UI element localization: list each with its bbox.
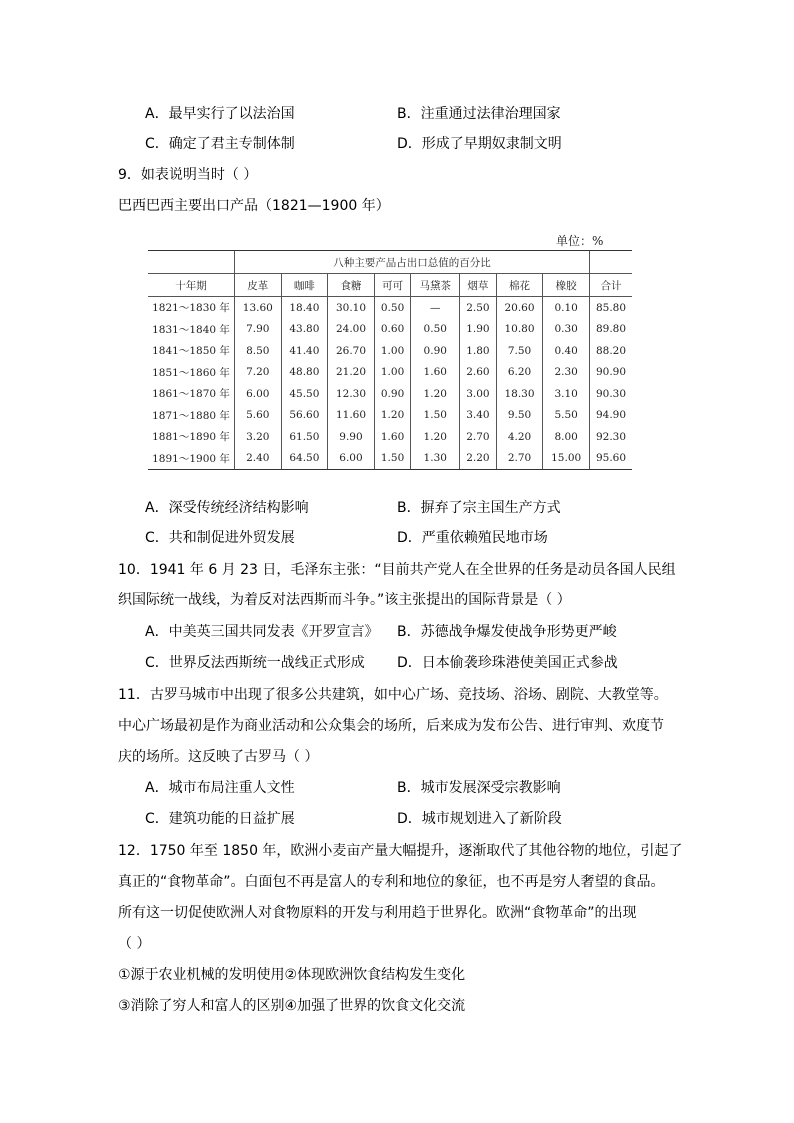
q11-option-c[interactable]: C．建筑功能的日益扩展 bbox=[145, 811, 295, 827]
table-cell: 43.80 bbox=[281, 319, 328, 341]
q11-option-d[interactable]: D．城市规划进入了新阶段 bbox=[397, 811, 562, 827]
table-cell: 3.20 bbox=[235, 426, 282, 448]
table-row bbox=[148, 297, 632, 319]
q11-option-a[interactable]: A．城市布局注重人文性 bbox=[145, 780, 295, 796]
table-cell: 2.30 bbox=[543, 362, 590, 384]
table-cell: 30.10 bbox=[328, 297, 375, 319]
table-cell: 18.40 bbox=[281, 297, 328, 319]
table-cell-total: 85.80 bbox=[590, 297, 633, 319]
table-row bbox=[148, 426, 632, 448]
table-cell-total: 90.90 bbox=[590, 362, 633, 384]
table-row bbox=[148, 319, 632, 341]
table-row bbox=[148, 340, 632, 362]
table-header-col: 合计 bbox=[590, 274, 633, 297]
table-header-col: 棉花 bbox=[496, 274, 543, 297]
q12-stem-line1: 12．1750 年至 1850 年，欧洲小麦亩产量大幅提升，逐渐取代了其他谷物的地位，引起了 bbox=[118, 843, 683, 859]
table-cell-period: 1861～1870 年 bbox=[152, 388, 230, 401]
table-cell: 1.20 bbox=[411, 383, 460, 405]
table-cell: 2.60 bbox=[460, 362, 497, 384]
q11-stem-line1: 11．古罗马城市中出现了很多公共建筑，如中心广场、竞技场、浴场、剧院、大教堂等。 bbox=[118, 687, 668, 703]
q12-stem-line4: （ ） bbox=[118, 936, 151, 952]
q10-option-b[interactable]: B．苏德战争爆发使战争形势更严峻 bbox=[397, 624, 617, 640]
table-cell: 1.30 bbox=[411, 448, 460, 470]
q10-option-d[interactable]: D．日本偷袭珍珠港使美国正式参战 bbox=[397, 655, 618, 671]
table-cell-total: 95.60 bbox=[590, 448, 633, 470]
table-cell: 6.00 bbox=[235, 383, 282, 405]
table-cell: 6.20 bbox=[496, 362, 543, 384]
q9-option-c[interactable]: C．共和制促进外贸发展 bbox=[145, 530, 295, 546]
table-header-col: 烟草 bbox=[460, 274, 497, 297]
table-cell: 1.20 bbox=[374, 405, 411, 427]
table-cell: 0.10 bbox=[543, 297, 590, 319]
table-header-blank-total bbox=[590, 251, 633, 274]
table-cell: 3.10 bbox=[543, 383, 590, 405]
q8-option-a[interactable]: A．最早实行了以法治国 bbox=[145, 106, 295, 122]
table-cell: 2.40 bbox=[235, 448, 282, 470]
q10-stem-line1: 10．1941 年 6 月 23 日，毛泽东主张：“目前共产党人在全世界的任务是动员各国人民组 bbox=[118, 562, 676, 578]
table-cell: 0.50 bbox=[411, 319, 460, 341]
table-cell: 5.60 bbox=[235, 405, 282, 427]
table-cell: 1.80 bbox=[460, 340, 497, 362]
table-cell: 61.50 bbox=[281, 426, 328, 448]
q8-option-c[interactable]: C．确定了君主专制体制 bbox=[145, 136, 295, 152]
table-header-col: 食糖 bbox=[328, 274, 375, 297]
table-cell-period: 1821～1830 年 bbox=[152, 302, 230, 315]
table-cell-total: 90.30 bbox=[590, 383, 633, 405]
table-cell-period: 1851～1860 年 bbox=[152, 366, 230, 379]
table-cell: 11.60 bbox=[328, 405, 375, 427]
table-header-col: 可可 bbox=[374, 274, 411, 297]
q11-option-b[interactable]: B．城市发展深受宗教影响 bbox=[397, 780, 561, 796]
table-cell: 2.50 bbox=[460, 297, 497, 319]
table-cell: 1.90 bbox=[460, 319, 497, 341]
table-cell-total: 88.20 bbox=[590, 340, 633, 362]
table-cell: 1.00 bbox=[374, 362, 411, 384]
table-cell: 7.90 bbox=[235, 319, 282, 341]
table-cell: 8.00 bbox=[543, 426, 590, 448]
table-row bbox=[148, 405, 632, 427]
table-row bbox=[148, 383, 632, 405]
table-cell: 1.00 bbox=[374, 340, 411, 362]
table-cell-total: 89.80 bbox=[590, 319, 633, 341]
table-header-col: 橡胶 bbox=[543, 274, 590, 297]
q8-option-d[interactable]: D．形成了早期奴隶制文明 bbox=[397, 136, 562, 152]
table-cell: 45.50 bbox=[281, 383, 328, 405]
table-cell: 26.70 bbox=[328, 340, 375, 362]
table-cell: 1.60 bbox=[374, 426, 411, 448]
table-cell: 18.30 bbox=[496, 383, 543, 405]
q9-stem: 9．如表说明当时（ ） bbox=[118, 167, 258, 183]
table-header-blank bbox=[148, 251, 235, 274]
table-header-col: 咖啡 bbox=[281, 274, 328, 297]
table-cell-period: 1871～1880 年 bbox=[152, 409, 230, 422]
q10-stem-line2: 织国际统一战线，为着反对法西斯而斗争。”该主张提出的国际背景是（ ） bbox=[118, 592, 571, 608]
table-cell: 10.80 bbox=[496, 319, 543, 341]
q12-stem-line2: 真正的“食物革命”。白面包不再是富人的专利和地位的象征，也不再是穷人奢望的食品。 bbox=[118, 874, 665, 890]
table-row bbox=[148, 362, 632, 384]
table-cell: 0.60 bbox=[374, 319, 411, 341]
table-cell: 64.50 bbox=[281, 448, 328, 470]
table-cell: — bbox=[411, 297, 460, 319]
table-cell: 4.20 bbox=[496, 426, 543, 448]
table-cell-period: 1831～1840 年 bbox=[152, 323, 230, 336]
table-cell-period: 1841～1850 年 bbox=[152, 345, 230, 358]
table-cell: 3.00 bbox=[460, 383, 497, 405]
table-cell: 1.50 bbox=[411, 405, 460, 427]
table-cell-period: 1891～1900 年 bbox=[148, 448, 235, 470]
table-cell: 9.90 bbox=[328, 426, 375, 448]
table-header-period: 十年期 bbox=[148, 274, 235, 297]
q9-option-b[interactable]: B．摒弃了宗主国生产方式 bbox=[397, 500, 561, 516]
table-cell: 20.60 bbox=[496, 297, 543, 319]
table-cell: 2.70 bbox=[460, 426, 497, 448]
table-cell: 0.30 bbox=[543, 319, 590, 341]
table-cell: 0.90 bbox=[374, 383, 411, 405]
q12-statements-line2: ③消除了穷人和富人的区别④加强了世界的饮食文化交流 bbox=[118, 998, 466, 1014]
q8-option-b[interactable]: B．注重通过法律治理国家 bbox=[397, 106, 561, 122]
q11-stem-line2: 中心广场最初是作为商业活动和公众集会的场所，后来成为发布公告、进行审判、欢度节 bbox=[118, 718, 664, 734]
q10-option-c[interactable]: C．世界反法西斯统一战线正式形成 bbox=[145, 655, 365, 671]
table-cell: 2.20 bbox=[460, 448, 497, 470]
table-header-col: 皮革 bbox=[235, 274, 282, 297]
table-cell-period: 1881～1890 年 bbox=[152, 431, 230, 444]
table-cell-total: 92.30 bbox=[590, 426, 633, 448]
table-row bbox=[148, 448, 632, 470]
export-products-table bbox=[148, 250, 632, 470]
q9-table-title: 巴西巴西主要出口产品（1821—1900 年） bbox=[118, 198, 390, 214]
table-cell: 0.90 bbox=[411, 340, 460, 362]
q10-option-a[interactable]: A．中美英三国共同发表《开罗宣言》 bbox=[145, 624, 379, 640]
table-header-row-group bbox=[148, 251, 632, 274]
table-cell: 21.20 bbox=[328, 362, 375, 384]
q9-option-a[interactable]: A．深受传统经济结构影响 bbox=[145, 500, 309, 516]
table-group-header: 八种主要产品占出口总值的百分比 bbox=[235, 251, 590, 274]
table-cell: 7.50 bbox=[496, 340, 543, 362]
table-header-row-columns bbox=[148, 274, 632, 297]
table-cell: 1.20 bbox=[411, 426, 460, 448]
table-cell: 5.50 bbox=[543, 405, 590, 427]
table-cell-total: 94.90 bbox=[590, 405, 633, 427]
q9-option-d[interactable]: D．严重依赖殖民地市场 bbox=[397, 530, 548, 546]
table-cell: 24.00 bbox=[328, 319, 375, 341]
table-cell: 6.00 bbox=[328, 448, 375, 470]
table-cell: 48.80 bbox=[281, 362, 328, 384]
table-cell: 9.50 bbox=[496, 405, 543, 427]
q11-stem-line3: 庆的场所。这反映了古罗马（ ） bbox=[118, 749, 319, 765]
table-cell: 41.40 bbox=[281, 340, 328, 362]
table-cell: 15.00 bbox=[543, 448, 590, 470]
table-cell: 13.60 bbox=[235, 297, 282, 319]
table-cell: 2.70 bbox=[496, 448, 543, 470]
table-cell: 1.60 bbox=[411, 362, 460, 384]
q12-statements-line1: ①源于农业机械的发明使用②体现欧洲饮食结构发生变化 bbox=[118, 967, 466, 983]
table-cell: 0.50 bbox=[374, 297, 411, 319]
q12-stem-line3: 所有这一切促使欧洲人对食物原料的开发与利用趋于世界化。欧洲“食物革命”的出现 bbox=[118, 905, 637, 921]
table-cell: 8.50 bbox=[235, 340, 282, 362]
table-cell: 1.50 bbox=[374, 448, 411, 470]
table-cell: 0.40 bbox=[543, 340, 590, 362]
q9-table-unit: 单位：% bbox=[556, 234, 604, 248]
table-cell: 12.30 bbox=[328, 383, 375, 405]
table-cell: 3.40 bbox=[460, 405, 497, 427]
table-header-col: 马黛茶 bbox=[411, 274, 460, 297]
table-cell: 56.60 bbox=[281, 405, 328, 427]
table-cell: 7.20 bbox=[235, 362, 282, 384]
